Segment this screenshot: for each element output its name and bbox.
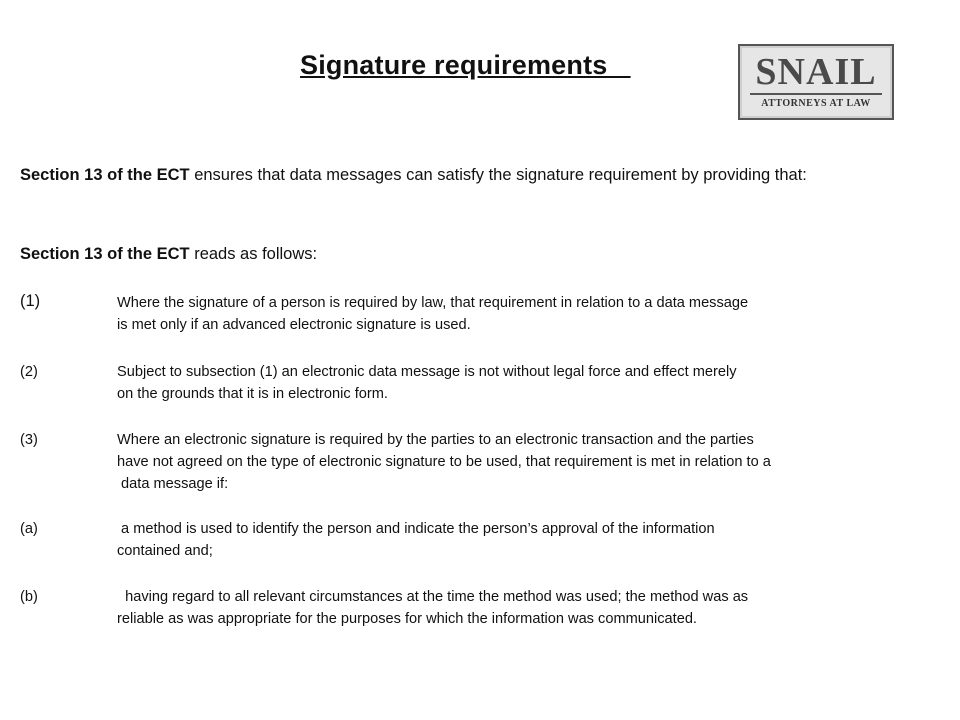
subsection-text: [117, 518, 957, 562]
subsection-text: [117, 361, 957, 405]
intro-paragraph: [20, 162, 940, 188]
subsection-text: [117, 292, 957, 336]
subsection-label: (1): [20, 292, 41, 310]
reads-bold: Section 13 of the ECT: [20, 245, 190, 263]
text-line: a method is used to identify the person and indicate the person’s approval of the information: [117, 521, 715, 537]
text-line: having regard to all relevant circumstances at the time the method was used; the method was as: [117, 589, 749, 605]
logo-divider: [750, 93, 882, 95]
reads-text: reads as follows:: [189, 245, 318, 263]
logo-subtitle: ATTORNEYS AT LAW: [761, 98, 871, 109]
subsection-label: (a): [20, 521, 38, 537]
subsection-label: (3): [20, 432, 38, 448]
text-line: Where an electronic signature is required by the parties to an electronic transaction and the parties: [117, 432, 754, 448]
page-title: Signature requirements: [300, 50, 631, 80]
text-line: contained and;: [117, 543, 213, 559]
intro-text: ensures that data messages can satisfy the signature requirement by providing that:: [189, 166, 807, 184]
intro-bold: Section 13 of the ECT: [20, 166, 190, 184]
logo-name: SNAIL: [755, 51, 877, 93]
text-line: is met only if an advanced electronic signature is used.: [117, 317, 471, 333]
text-line: have not agreed on the type of electronic signature to be used, that requirement is met in relation to a: [117, 454, 771, 470]
text-line: on the grounds that it is in electronic form.: [117, 386, 388, 402]
reads-paragraph: [20, 241, 940, 267]
subsection-text: [117, 429, 957, 495]
text-line: Where the signature of a person is required by law, that requirement in relation to a data message: [117, 295, 749, 311]
subsection-label: (2): [20, 364, 38, 380]
subsection-text: [117, 586, 957, 630]
text-line: data message if:: [117, 476, 229, 492]
text-line: Subject to subsection (1) an electronic data message is not without legal force and effect merely: [117, 364, 737, 380]
snail-attorneys-logo: [738, 44, 894, 120]
subsection-label: (b): [20, 589, 38, 605]
text-line: reliable as was appropriate for the purposes for which the information was communicated.: [117, 611, 697, 627]
